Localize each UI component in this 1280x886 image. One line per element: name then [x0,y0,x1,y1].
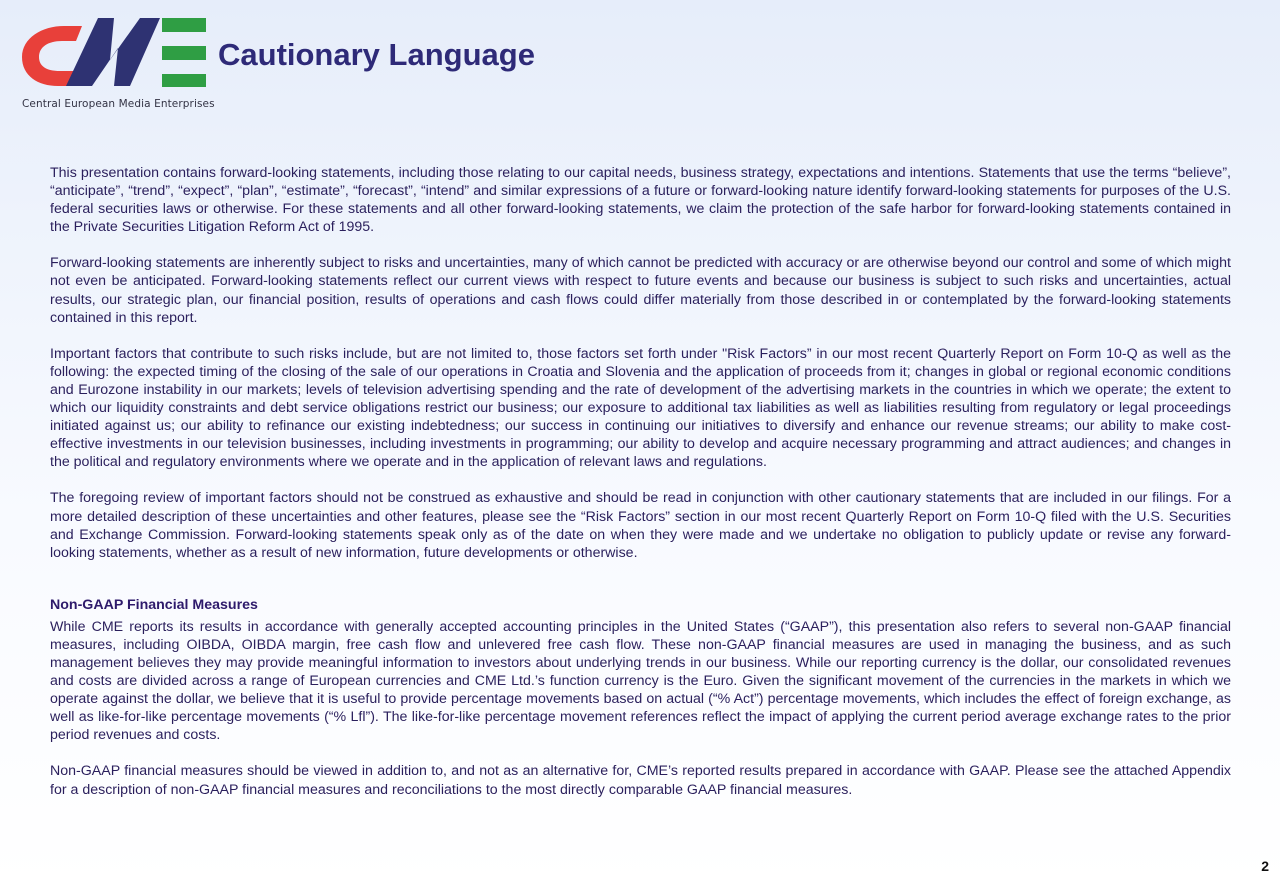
paragraph-important-factors: Important factors that contribute to such risks include, but are not limited to, those factors set forth under "Risk Factors” in our most recent Quarterly Report on Form 10-Q as well as the following: the expected timing of the closing of the sale of our operations in Croatia and Slovenia and the application of proceeds from it; changes in global or regional economic conditions and Eurozone instability in our markets; levels of television advertising spending and the rate of development of the advertising markets in the countries in which we operate; the extent to which our liquidity constraints and debt service obligations restrict our business; our exposure to additional tax liabilities as well as liabilities resulting from regulatory or legal proceedings initiated against us; our ability to refinance our existing indebtedness; our success in continuing our initiatives to diversify and enhance our revenue streams; our ability to make cost-effective investments in our television businesses, including investments in programming; our ability to develop and acquire necessary programming and attract audiences; and changes in the political and regulatory environments where we operate and in the application of relevant laws and regulations. [50,345,1231,471]
paragraph-foregoing-review: The foregoing review of important factors should not be construed as exhaustive and should be read in conjunction with other cautionary statements that are included in our filings. For a more detailed description of these uncertainties and other features, please see the “Risk Factors” section in our most recent Quarterly Report on Form 10-Q filed with the U.S. Securities and Exchange Commission. Forward-looking statements speak only as of the date on when they were made and we undertake no obligation to publicly update or revise any forward-looking statements, whether as a result of new information, future developments or otherwise. [50,490,1231,561]
paragraph-forward-looking: This presentation contains forward-looking statements, including those relating to our capital needs, business strategy, expectations and intentions. Statements that use the terms “believe”, “anticipate”, “trend”, “expect”, “plan”, “estimate”, “forecast”, “intend” and similar expressions of a future or forward-looking nature identify forward-looking statements for purposes of the U.S. federal securities laws or otherwise. For these statements and all other forward-looking statements, we claim the protection of the safe harbor for forward-looking statements contained in the Private Securities Litigation Reform Act of 1995. [50,165,1231,236]
main-content [50,164,1231,799]
logo-caption: Central European Media Enterprises [22,98,215,110]
page-title: Cautionary Language [218,37,535,72]
cme-logo-mark [20,16,210,96]
paragraph-non-gaap-measures: While CME reports its results in accordance with generally accepted accounting principles in the United States (“GAAP”), this presentation also refers to several non-GAAP financial measures, including OIBDA, OIBDA margin, free cash flow and unlevered free cash flow. These non-GAAP financial measures are used in managing the business, and as such management believes they may provide meaningful information to investors about underlying trends in our business. While our reporting currency is the dollar, our consolidated revenues and costs are divided across a range of European currencies and CME Ltd.’s function currency is the Euro. Given the significant movement of the currencies in the markets in which we operate against the dollar, we believe that it is useful to provide percentage movements based on actual (“% Act”) percentage movements, which includes the effect of foreign exchange, as well as like-for-like percentage movements (“% Lfl”). The like-for-like percentage movement references reflect the impact of applying the current period average exchange rates to the prior period revenues and costs. [50,618,1231,744]
non-gaap-heading: Non-GAAP Financial Measures [50,596,258,613]
paragraph-non-gaap-appendix: Non-GAAP financial measures should be viewed in addition to, and not as an alternative for, CME’s reported results prepared in accordance with GAAP. Please see the attached Appendix for a description of non-GAAP financial measures and reconciliations to the most directly comparable GAAP financial measures. [50,763,1231,798]
cme-logo [20,16,215,116]
page-number: 2 [1261,858,1269,874]
paragraph-risks: Forward-looking statements are inherently subject to risks and uncertainties, many of which cannot be predicted with accuracy or are otherwise beyond our control and some of which might not even be anticipated. Forward-looking statements reflect our current views with respect to future events and because our business is subject to such risks and uncertainties, actual results, our strategic plan, our financial position, results of operations and cash flows could differ materially from those described in or contemplated by the forward-looking statements contained in this report. [50,255,1231,326]
